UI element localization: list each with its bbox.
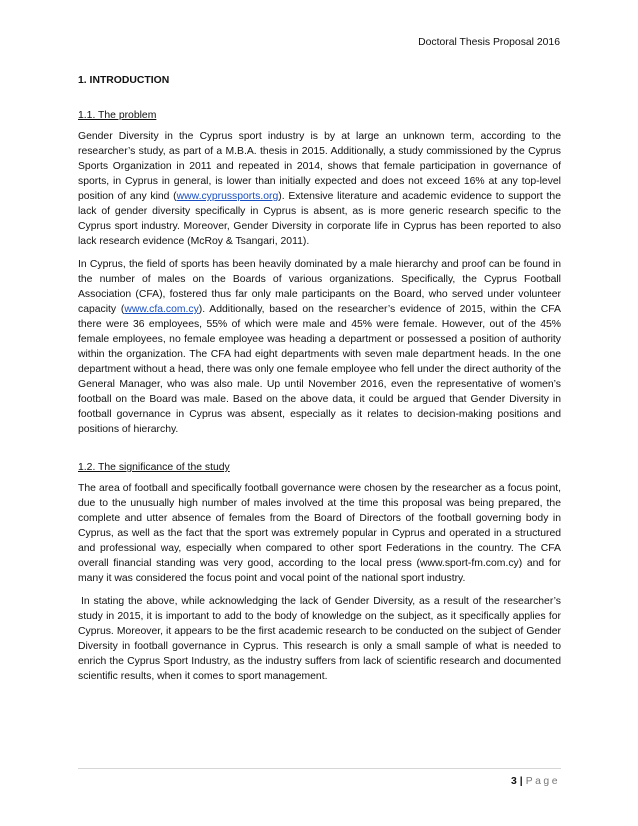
paragraph-problem-1: [78, 129, 561, 249]
page-content: [78, 75, 561, 692]
paragraph-text: In Cyprus, the field of sports has been heavily dominated by a male hierarchy and proof can be found in the number of males on the Boards of various organizations. Specifically, the Cyprus Football Association (CFA), fostered thus far only male participants on the Board, who served under volunteer capacity (: [78, 259, 561, 315]
cfa-link[interactable]: www.cfa.com.cy: [124, 304, 199, 315]
footer-divider: [78, 768, 561, 769]
page-footer: [511, 776, 560, 787]
paragraph-text: Gender Diversity in the Cyprus sport industry is by at large an unknown term, according to the researcher’s study, as part of a M.B.A. thesis in 2015. Additionally, a study commissioned by the Cyprus Sports Organization in 2011 and repeated in 2014, shows that female participation in governance of sports, in Cyprus in general, is lower than initially expected and does not exceed 16% at any top-level position of any kind (: [78, 131, 561, 202]
running-header: Doctoral Thesis Proposal 2016: [418, 37, 560, 48]
paragraph-problem-2: [78, 257, 561, 437]
subheading-problem: 1.1. The problem: [78, 110, 157, 121]
section-title: 1. INTRODUCTION: [78, 75, 170, 86]
page-label: Page: [525, 776, 560, 787]
cyprussports-link[interactable]: www.cyprussports.org: [176, 191, 279, 202]
paragraph-text: ). Additionally, based on the researcher’s evidence of 2015, within the CFA there were 36 employees, 55% of which were male and 45% were female. However, out of the 45% female employees, no female employee was heading a department or possessed a position of authority within the organization. The CFA had eight departments with seven male department heads. In the one department without a head, there was only one female employee who fell under the direct authority of the General Manager, who was also male. Up until November 2016, even the representative of women’s football on the Board was male. Based on the above data, it could be argued that Gender Diversity in football governance in Cyprus was absent, especially as it relates to decision-making positions and positions of hierarchy.: [78, 304, 561, 435]
paragraph-significance-2: In stating the above, while acknowledging the lack of Gender Diversity, as a result of the researcher’s study in 2015, it is important to add to the body of knowledge on the subject, as it specifically applies for Cyprus. Moreover, it appears to be the first academic research to be conducted on the subject of Gender Diversity in football governance in Cyprus. This research is only a small sample of what is needed to enrich the Cyprus Sport Industry, as the industry suffers from lack of scientific research and documented scientific results, when it comes to sport management.: [78, 596, 561, 682]
page-number: 3: [511, 776, 517, 787]
footer-separator: |: [519, 776, 523, 787]
paragraph-text: ). Extensive literature and academic evidence to support the lack of gender diversity specifically in Cyprus is absent, as is more generic research specific to the Cyprus sport industry. Moreover, Gender Diversity in corporate life in Cyprus has been reported to also lack research evidence (McRoy & Tsangari, 2011).: [78, 191, 561, 247]
paragraph-significance-1: The area of football and specifically football governance were chosen by the researcher as a focus point, due to the unusually high number of males involved at the time this proposal was being prepared, the complete and utter absence of females from the Board of Directors of the football governing body in Cyprus, as well as the fact that the sport was extremely popular in Cyprus and operated in a structured and professional way, especially when compared to other sport Federations in the country. The CFA overall financial standing was very good, according to the local press (www.sport-fm.com.cy) and for many it was considered the focus point and vocal point of the national sport industry.: [78, 483, 561, 584]
subheading-significance: 1.2. The significance of the study: [78, 462, 230, 473]
